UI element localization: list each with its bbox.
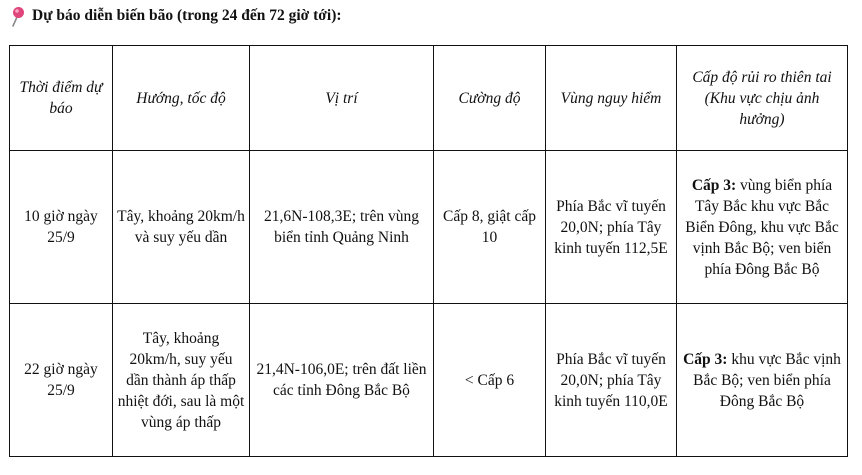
risk-level-label: Cấp 3: <box>691 176 737 194</box>
cell-risk-level <box>677 304 848 457</box>
cell-danger-zone: Phía Bắc vĩ tuyến 20,0N; phía Tây kinh tuyến 112,5E <box>546 151 677 304</box>
cell-position: 21,4N-106,0E; trên đất liền các tỉnh Đông Bắc Bộ <box>250 304 434 457</box>
table-row <box>10 151 848 304</box>
storm-forecast-table <box>9 45 848 457</box>
column-header-time: Thời điểm dự báo <box>10 46 113 151</box>
cell-danger-zone: Phía Bắc vĩ tuyến 20,0N; phía Tây kinh tuyến 110,0E <box>546 304 677 457</box>
cell-time: 22 giờ ngày 25/9 <box>10 304 113 457</box>
column-header-risk-level: Cấp độ rủi ro thiên tai (Khu vực chịu ảnh hưởng) <box>677 46 848 151</box>
cell-direction-speed: Tây, khoảng 20km/h và suy yếu dần <box>113 151 250 304</box>
cell-position: 21,6N-108,3E; trên vùng biển tỉnh Quảng Ninh <box>250 151 434 304</box>
section-heading <box>6 4 342 28</box>
risk-level-text: vùng biển phía Tây Bắc khu vực Bắc Biển Đông, khu vực Bắc vịnh Bắc Bộ; ven biển phía Đông Bắc Bộ <box>685 176 839 278</box>
risk-level-label: Cấp 3: <box>683 350 728 368</box>
column-header-position: Vị trí <box>250 46 434 151</box>
map-pin-icon <box>6 5 28 27</box>
cell-risk-level <box>677 151 848 304</box>
risk-level-text: khu vực Bắc vịnh Bắc Bộ; ven biển phía Đông Bắc Bộ <box>693 350 841 410</box>
cell-intensity: < Cấp 6 <box>434 304 546 457</box>
cell-time: 10 giờ ngày 25/9 <box>10 151 113 304</box>
column-header-direction-speed: Hướng, tốc độ <box>113 46 250 151</box>
cell-intensity: Cấp 8, giật cấp 10 <box>434 151 546 304</box>
column-header-intensity: Cường độ <box>434 46 546 151</box>
table-row <box>10 304 848 457</box>
table-header-row <box>10 46 848 151</box>
cell-direction-speed: Tây, khoảng 20km/h, suy yếu dần thành áp thấp nhiệt đới, sau là một vùng áp thấp <box>113 304 250 457</box>
column-header-danger-zone: Vùng nguy hiểm <box>546 46 677 151</box>
page-title: Dự báo diễn biến bão (trong 24 đến 72 giờ tới): <box>32 7 342 24</box>
